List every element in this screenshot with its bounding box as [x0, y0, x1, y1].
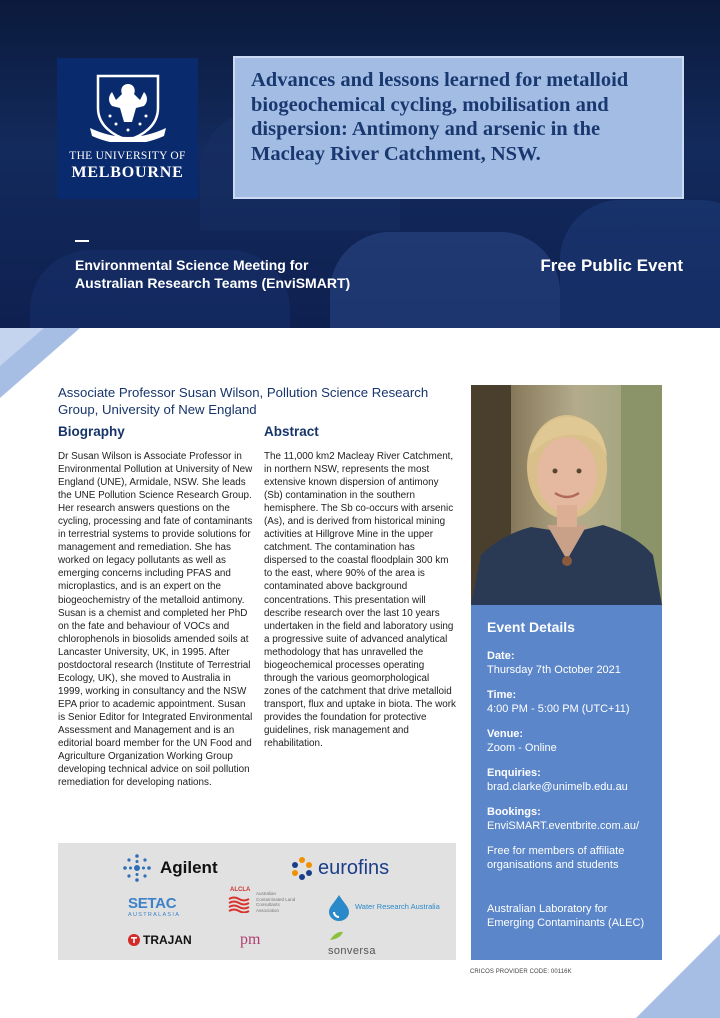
bookings-label: Bookings:	[487, 806, 541, 818]
organiser-name: Australian Laboratory for Emerging Contaminants (ALEC)	[487, 903, 645, 929]
eurofins-logo	[290, 856, 389, 880]
logo-text-line2: MELBOURNE	[71, 164, 184, 181]
enquiries-email-link[interactable]: brad.clarke@unimelb.edu.au	[487, 781, 628, 793]
university-logo	[57, 58, 198, 199]
speaker-photo	[471, 385, 662, 605]
water-drop-icon	[326, 893, 352, 921]
trajan-mark-icon	[128, 934, 140, 946]
biography-heading: Biography	[58, 424, 125, 439]
time-value: 4:00 PM - 5:00 PM (UTC+11)	[487, 703, 630, 715]
water-research-text: Water Research Australia	[355, 902, 440, 911]
logo-text-line1: THE UNIVERSITY OF	[69, 150, 186, 162]
pm-text: pm	[240, 931, 261, 948]
sonversa-logo	[328, 931, 376, 957]
abstract-heading: Abstract	[264, 424, 319, 439]
talk-title-box	[233, 56, 684, 199]
event-bookings	[487, 805, 662, 833]
event-details-heading: Event Details	[487, 619, 575, 635]
alcla-subtext: Australian Contaminated Land Consultants Association	[256, 891, 296, 913]
venue-value: Zoom - Online	[487, 742, 557, 754]
crest-icon	[86, 70, 170, 142]
date-label: Date:	[487, 650, 515, 662]
alcla-waves-icon	[228, 891, 250, 913]
membership-note: Free for members of affiliate organisations and students	[487, 845, 625, 871]
agilent-text: Agilent	[160, 858, 218, 877]
sponsor-logos	[58, 843, 456, 960]
event-date	[487, 649, 662, 677]
trajan-text: TRAJAN	[143, 933, 192, 947]
water-research-logo	[326, 893, 440, 921]
corner-triangle-top-left-light	[0, 328, 44, 366]
enquiries-label: Enquiries:	[487, 767, 541, 779]
meeting-name-line1: Environmental Science Meeting for	[75, 257, 309, 273]
abstract-text: The 11,000 km2 Macleay River Catchment, in northern NSW, represents the most extensive known dispersion of antimony (Sb) contamination in the southern hemisphere. The Sb co-occurs with arsenic (As), and is derived from historical mining activities at Hillgrove Mine in the upper catchment. The contamination has dispersed to the coastal floodplain 300 km to the east, where 90% of the area is contaminated above background concentrations. This presentation will describe research over the last 10 years undertaken in the field and laboratory using a progressive suite of advanced analytical methodology that has unravelled the biogeochemical processes operating through the various geomorphological zones of the catchment that drive metalloid transport, flux and uptake in biota. The work provides the foundation for protective guidelines, risk management and rehabilitation.	[264, 451, 456, 750]
sonversa-leaf-icon	[328, 931, 344, 941]
event-enquiries	[487, 766, 662, 794]
alcla-text: ALCLA	[230, 887, 251, 893]
free-event-label: Free Public Event	[540, 256, 683, 275]
date-value: Thursday 7th October 2021	[487, 664, 621, 676]
talk-title: Advances and lessons learned for metalloid biogeochemical cycling, mobilisation and dispersion: Antimony and arsenic in the Macleay River Catchment, NSW.	[251, 69, 629, 165]
sonversa-text: sonversa	[328, 945, 376, 957]
alcla-logo	[228, 887, 296, 913]
trajan-logo	[128, 933, 192, 947]
header-banner	[0, 0, 720, 328]
speaker-name: Associate Professor Susan Wilson, Pollution Science Research Group, University of New England	[58, 385, 429, 417]
divider-dash	[75, 240, 89, 242]
setac-logo	[128, 895, 180, 918]
biography-text: Dr Susan Wilson is Associate Professor in Environmental Pollution at University of New England (UNE), Armidale, NSW. She leads the UNE Pollution Science Research Group. Her research answers questions on the cycling, processing and fate of contaminants in terrestrial systems to provide solutions for management and remediation. She has worked on legacy pollutants as well as emerging concerns including PFAS and microplastics, and is an expert on the biogeochemistry of the metalloid antimony. Susan is a chemist and completed her PhD on the fate and behaviour of VOCs and chlorophenols in biosolids amended soils at Lancaster University, UK, in 1995. After postdoctoral research (Institute of Terrestrial Ecology, UK), she moved to Australia in 1999, working in consultancy and the NSW EPA prior to academic appointment. Susan is Senior Editor for Integrated Environmental Assessment and Management and is an editorial board member for the UN Food and Agriculture Organization Working Group developing technical advice on soil pollution remediation for developing nations.	[58, 451, 253, 789]
event-venue	[487, 727, 662, 755]
eurofins-text: eurofins	[318, 856, 390, 879]
agilent-spark-icon	[120, 851, 154, 885]
time-label: Time:	[487, 689, 517, 701]
pm-logo	[240, 931, 260, 949]
event-details-panel	[471, 605, 662, 960]
meeting-name	[75, 256, 375, 292]
cricos-code: CRICOS PROVIDER CODE: 00116K	[470, 969, 572, 975]
setac-text: SETAC	[128, 895, 177, 912]
meeting-name-line2: Australian Research Teams (EnviSMART)	[75, 275, 351, 291]
agilent-logo	[120, 851, 218, 885]
setac-subtext: AUSTRALASIA	[128, 912, 181, 918]
venue-label: Venue:	[487, 728, 524, 740]
bookings-link[interactable]: EnviSMART.eventbrite.com.au/	[487, 820, 640, 832]
eurofins-dots-icon	[290, 856, 314, 880]
event-time	[487, 688, 662, 716]
speaker-portrait-icon	[471, 385, 662, 605]
